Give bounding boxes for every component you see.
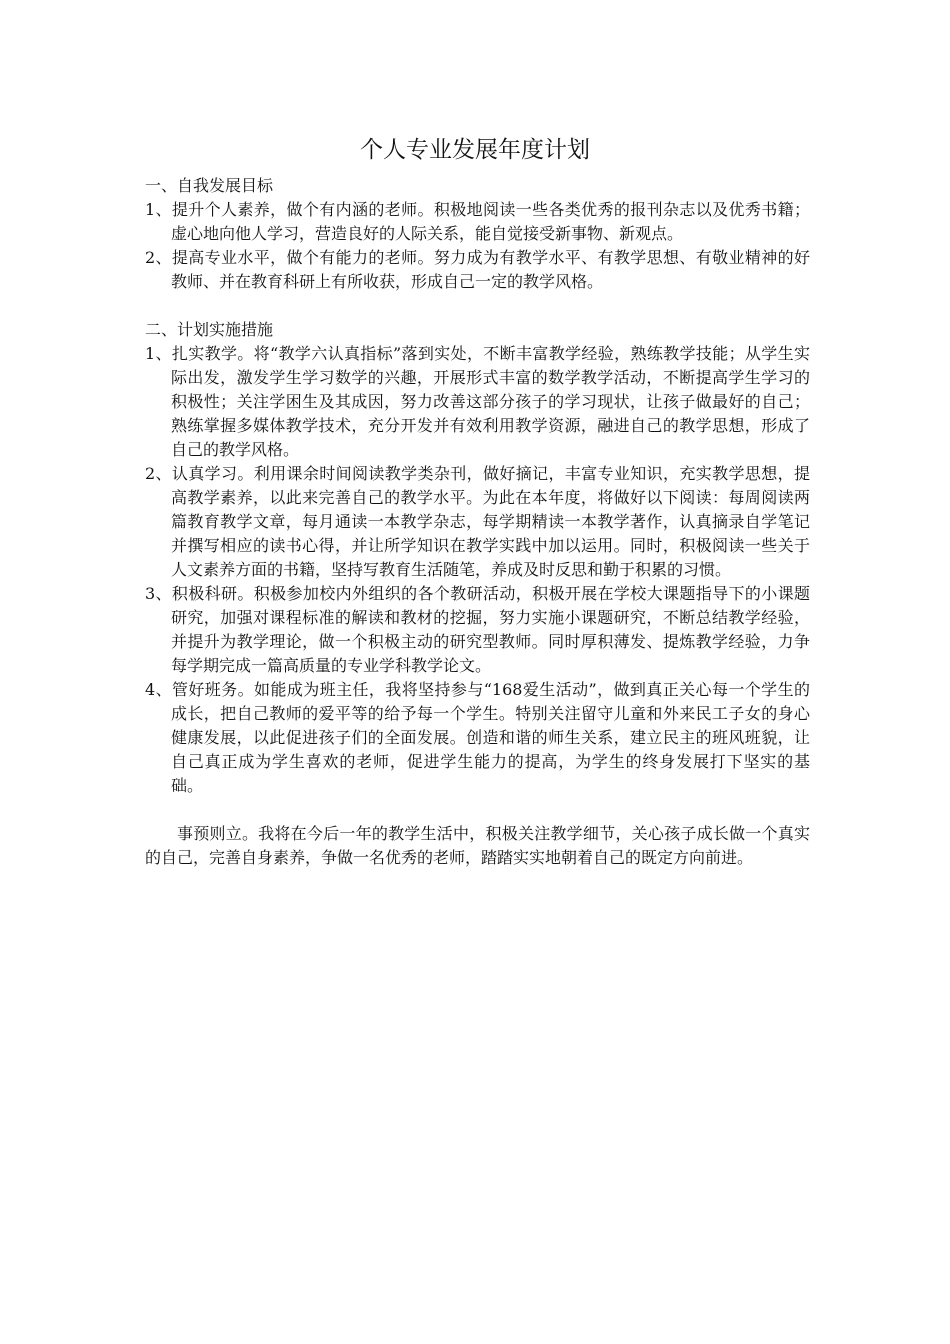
- measure-item-2: 2、认真学习。利用课余时间阅读教学类杂刊，做好摘记，丰富专业知识，充实教学思想，提高教学素养，以此来完善自己的教学水平。为此在本年度，将做好以下阅读：每周阅读两篇教育教学文章，每月通读一本教学杂志，每学期精读一本教学著作，认真摘录自学笔记并撰写相应的读书心得，并让所学知识在教学实践中加以运用。同时，积极阅读一些关于人文素养方面的书籍，坚持写教育生活随笔，养成及时反思和勤于积累的习惯。: [145, 464, 810, 579]
- paragraph-spacer: [145, 294, 810, 318]
- section-heading-measures: 二、计划实施措施: [145, 320, 274, 339]
- section-heading-goals: 一、自我发展目标: [145, 176, 274, 195]
- measure-item-4: 4、管好班务。如能成为班主任，我将坚持参与“168爱生活动”，做到真正关心每一个学生的成长，把自己教师的爱平等的给予每一个学生。特别关注留守儿童和外来民工子女的身心健康发展，以此促进孩子们的全面发展。创造和谐的师生关系，建立民主的班风班貌，让自己真正成为学生喜欢的老师，促进学生能力的提高，为学生的终身发展打下坚实的基础。: [145, 680, 810, 795]
- closing-paragraph: 事预则立。我将在今后一年的教学生活中，积极关注教学细节，关心孩子成长做一个真实的自己，完善自身素养，争做一名优秀的老师，踏踏实实地朝着自己的既定方向前进。: [145, 824, 810, 867]
- document-body: [145, 174, 810, 870]
- measure-item-1: 1、扎实教学。将“教学六认真指标”落到实处，不断丰富教学经验，熟练教学技能；从学生实际出发，激发学生学习数学的兴趣，开展形式丰富的数学教学活动，不断提高学生学习的积极性；关注学困生及其成因，努力改善这部分孩子的学习现状，让孩子做最好的自己；熟练掌握多媒体教学技术，充分开发并有效利用教学资源，融进自己的教学思想，形成了自己的教学风格。: [145, 344, 810, 459]
- document-title: 个人专业发展年度计划: [360, 137, 590, 163]
- measure-item-3: 3、积极科研。积极参加校内外组织的各个教研活动，积极开展在学校大课题指导下的小课题研究，加强对课程标准的解读和教材的挖掘，努力实施小课题研究，不断总结教学经验，并提升为教学理论，做一个积极主动的研究型教师。同时厚积薄发、提炼教学经验，力争每学期完成一篇高质量的专业学科教学论文。: [145, 584, 810, 675]
- goal-item-2: 2、提高专业水平，做个有能力的老师。努力成为有教学水平、有教学思想、有敬业精神的好教师、并在教育科研上有所收获，形成自己一定的教学风格。: [145, 248, 810, 291]
- paragraph-spacer: [145, 798, 810, 822]
- goal-item-1: 1、提升个人素养，做个有内涵的老师。积极地阅读一些各类优秀的报刊杂志以及优秀书籍；虚心地向他人学习，营造良好的人际关系，能自觉接受新事物、新观点。: [145, 200, 810, 243]
